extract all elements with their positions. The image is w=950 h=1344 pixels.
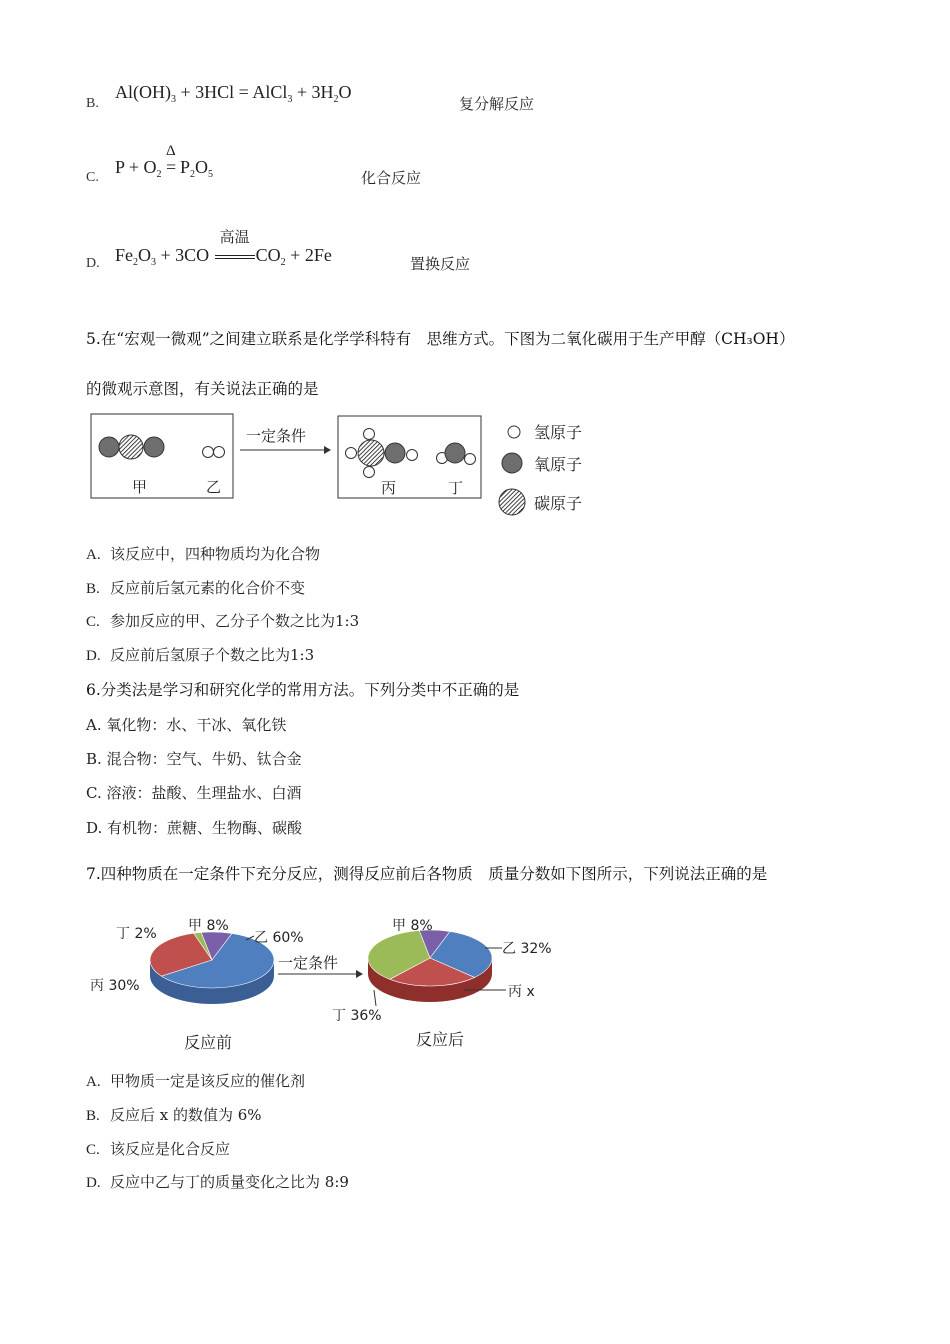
h2o-molecule (437, 443, 476, 465)
q6-option-c[interactable]: C. 溶液：盐酸、生理盐水、白酒 (86, 784, 302, 802)
oxygen-atom-icon (502, 453, 522, 473)
heat-condition: Δ (166, 143, 176, 159)
equation-b: $Al(OH)_3 + 3HCl$ = AlCl$_3$ + $3H_2O$ (115, 82, 352, 105)
reaction-type-c: 化合反应 (361, 169, 422, 187)
after-caption: 反应后 (416, 1030, 465, 1049)
before-caption: 反应前 (184, 1033, 233, 1052)
label-bing: 丙 (381, 479, 397, 497)
q6-option-d[interactable]: D. 有机物：蔗糖、生物酶、碳酸 (86, 819, 303, 837)
reaction-condition: 一定条件 (246, 427, 307, 445)
q6-stem: 6.分类法是学习和研究化学的常用方法。下列分类中不正确的是 (86, 681, 520, 699)
legend-carbon: 碳原子 (534, 494, 583, 513)
q7-option-a[interactable]: A. 甲物质一定是该反应的催化剂 (86, 1072, 306, 1090)
q5-micro-diagram (86, 410, 606, 522)
equation-d: $Fe_2O_3 + 3CO$ 高温 $CO_2 + 2Fe$ (115, 228, 332, 268)
pie-after (368, 930, 492, 1002)
q5-option-a[interactable]: A. 该反应中，四种物质均为化合物 (86, 545, 321, 563)
hydrogen-atom-icon (508, 426, 520, 438)
co2-molecule (99, 435, 164, 459)
legend-hydrogen: 氢原子 (534, 423, 583, 442)
label-ding: 丁 (448, 479, 464, 497)
after-label-jia: 甲 8% (392, 918, 433, 934)
q7-option-d[interactable]: D. 反应中乙与丁的质量变化之比为 8:9 (86, 1173, 349, 1191)
q5-option-c[interactable]: C. 参加反应的甲、乙分子个数之比为1:3 (86, 612, 360, 630)
q5-option-b[interactable]: B. 反应前后氢元素的化合价不变 (86, 579, 306, 597)
option-b-label: B. (86, 96, 99, 111)
label-jia: 甲 (132, 478, 148, 496)
before-label-jia: 甲 8% (188, 918, 229, 934)
q5-stem-line1: 5.在“宏观一微观”之间建立联系是化学学科特有 思维方式。下图为二氧化碳用于生产甲醇（CH₃OH） (86, 330, 795, 348)
option-d-label: D. (86, 256, 100, 271)
equation-c: $P + O_2$ Δ = $P_2O_5$ (115, 143, 214, 180)
q6-option-a[interactable]: A. 氧化物：水、干冰、氧化铁 (86, 716, 287, 734)
label-yi: 乙 (206, 478, 222, 496)
q5-stem-line2: 的微观示意图，有关说法正确的是 (86, 380, 319, 398)
option-c-label: C. (86, 170, 99, 185)
q7-option-c[interactable]: C. 该反应是化合反应 (86, 1140, 231, 1158)
carbon-atom-icon (499, 489, 525, 515)
reaction-type-d: 置换反应 (410, 255, 471, 273)
legend-oxygen: 氧原子 (534, 455, 583, 474)
reaction-type-b: 复分解反应 (459, 95, 535, 113)
legend (499, 423, 582, 515)
q7-reaction-condition: 一定条件 (278, 954, 339, 972)
before-label-ding: 丁 2% (116, 926, 157, 942)
ch3oh-molecule (346, 429, 418, 478)
after-label-bing: 丙 x (508, 984, 535, 1000)
q6-option-b[interactable]: B. 混合物：空气、牛奶、钛合金 (86, 750, 302, 768)
q5-option-d[interactable]: D. 反应前后氢原子个数之比为1:3 (86, 646, 315, 664)
q7-stem: 7.四种物质在一定条件下充分反应，测得反应前后各物质 质量分数如下图所示，下列说法正确的是 (86, 865, 768, 883)
h2-molecule (203, 447, 225, 458)
after-label-ding: 丁 36% (332, 1008, 382, 1024)
high-temp-condition: 高温 (219, 228, 250, 246)
q7-pie-charts (86, 908, 556, 1058)
before-label-yi: 乙 60% (254, 930, 304, 946)
before-label-bing: 丙 30% (90, 978, 140, 994)
q7-option-b[interactable]: B. 反应后 x 的数值为 6% (86, 1106, 262, 1124)
after-label-yi: 乙 32% (502, 941, 552, 957)
